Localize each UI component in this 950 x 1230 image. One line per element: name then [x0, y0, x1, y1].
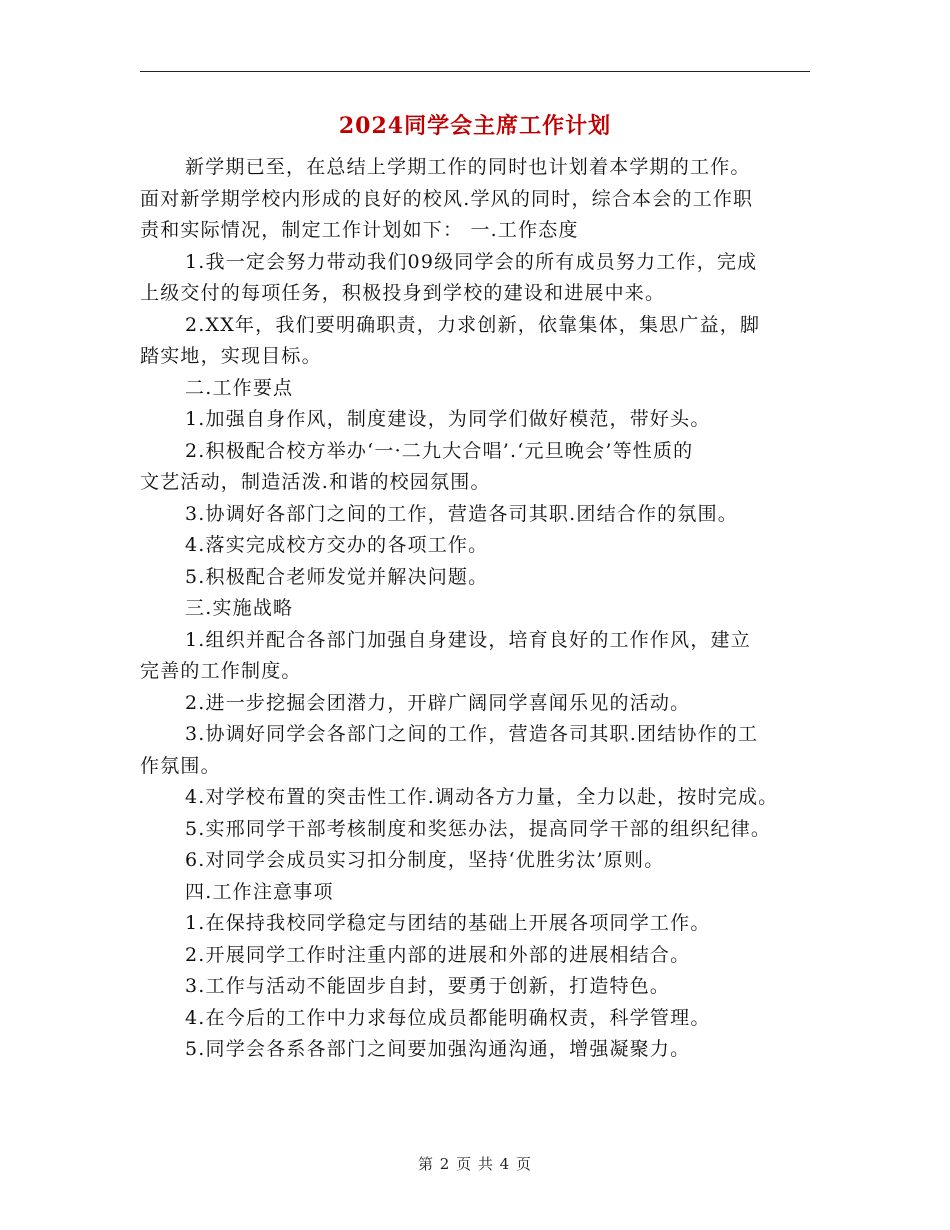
paragraph-line: 3.协调好同学会各部门之间的工作，营造各司其职.团结协作的工	[185, 723, 759, 745]
paragraph-line: 2.XX年，我们要明确职责，力求创新，依靠集体，集思广益，脚	[185, 313, 761, 336]
document-title: 2024同学会主席工作计划	[338, 113, 612, 139]
paragraph-line: 2.进一步挖掘会团潜力，开辟广阔同学喜闻乐见的活动。	[185, 691, 691, 714]
section-heading: 三.实施战略	[185, 597, 294, 619]
document-body	[140, 152, 820, 1066]
paragraph-line: 3.协调好各部门之间的工作，营造各司其职.团结合作的氛围。	[185, 502, 738, 525]
paragraph-line: 1.我一定会努力带动我们09级同学会的所有成员努力工作，完成	[185, 250, 758, 273]
paragraph-line: 5.同学会各系各部门之间要加强沟通沟通，增强凝聚力。	[185, 1038, 691, 1060]
paragraph-line: 上级交付的每项任务，积极投身到学校的建设和进展中来。	[140, 282, 666, 304]
paragraph-line: 4.落实完成校方交办的各项工作。	[185, 534, 489, 556]
paragraph-line: 2.积极配合校方举办‘一·二九大合唱’.‘元旦晚会’等性质的	[185, 439, 694, 462]
paragraph-line: 作氛围。	[140, 754, 221, 777]
paragraph-line: 1.加强自身作风，制度建设，为同学们做好模范，带好头。	[185, 408, 711, 430]
section-heading: 二.工作要点	[185, 376, 294, 399]
paragraph-line: 5.积极配合老师发觉并解决问题。	[185, 565, 489, 588]
paragraph-line: 5.实邢同学干部考核制度和奖惩办法，提高同学干部的组织纪律。	[185, 817, 772, 840]
paragraph-line: 1.在保持我校同学稳定与团结的基础上开展各项同学工作。	[185, 912, 711, 934]
paragraph-line: 3.工作与活动不能固步自封，要勇于创新，打造特色。	[185, 975, 671, 997]
header-rule	[140, 71, 810, 72]
paragraph-line: 1.组织并配合各部门加强自身建设，培育良好的工作作风，建立	[185, 628, 751, 651]
paragraph-line: 新学期已至，在总结上学期工作的同时也计划着本学期的工作。	[185, 156, 751, 178]
page-number: 第 2 页 共 4 页	[418, 1155, 532, 1173]
section-heading: 四.工作注意事项	[185, 880, 334, 903]
paragraph-line: 4.对学校布置的突击性工作.调动各方力量，全力以赴，按时完成。	[185, 786, 779, 808]
paragraph-line: 4.在今后的工作中力求每位成员都能明确权责，科学管理。	[185, 1006, 711, 1029]
paragraph-line: 面对新学期学校内形成的良好的校风.学风的同时，综合本会的工作职	[140, 187, 754, 210]
paragraph-line: 踏实地，实现目标。	[140, 345, 322, 367]
paragraph-line: 文艺活动，制造活泼.和谐的校园氛围。	[140, 471, 491, 493]
paragraph-line: 完善的工作制度。	[140, 660, 302, 682]
paragraph-line: 责和实际情况，制定工作计划如下： 一.工作态度	[140, 219, 579, 241]
paragraph-line: 6.对同学会成员实习扣分制度，坚持‘优胜劣汰’原则。	[185, 849, 665, 871]
paragraph-line: 2.开展同学工作时注重内部的进展和外部的进展相结合。	[185, 943, 691, 966]
